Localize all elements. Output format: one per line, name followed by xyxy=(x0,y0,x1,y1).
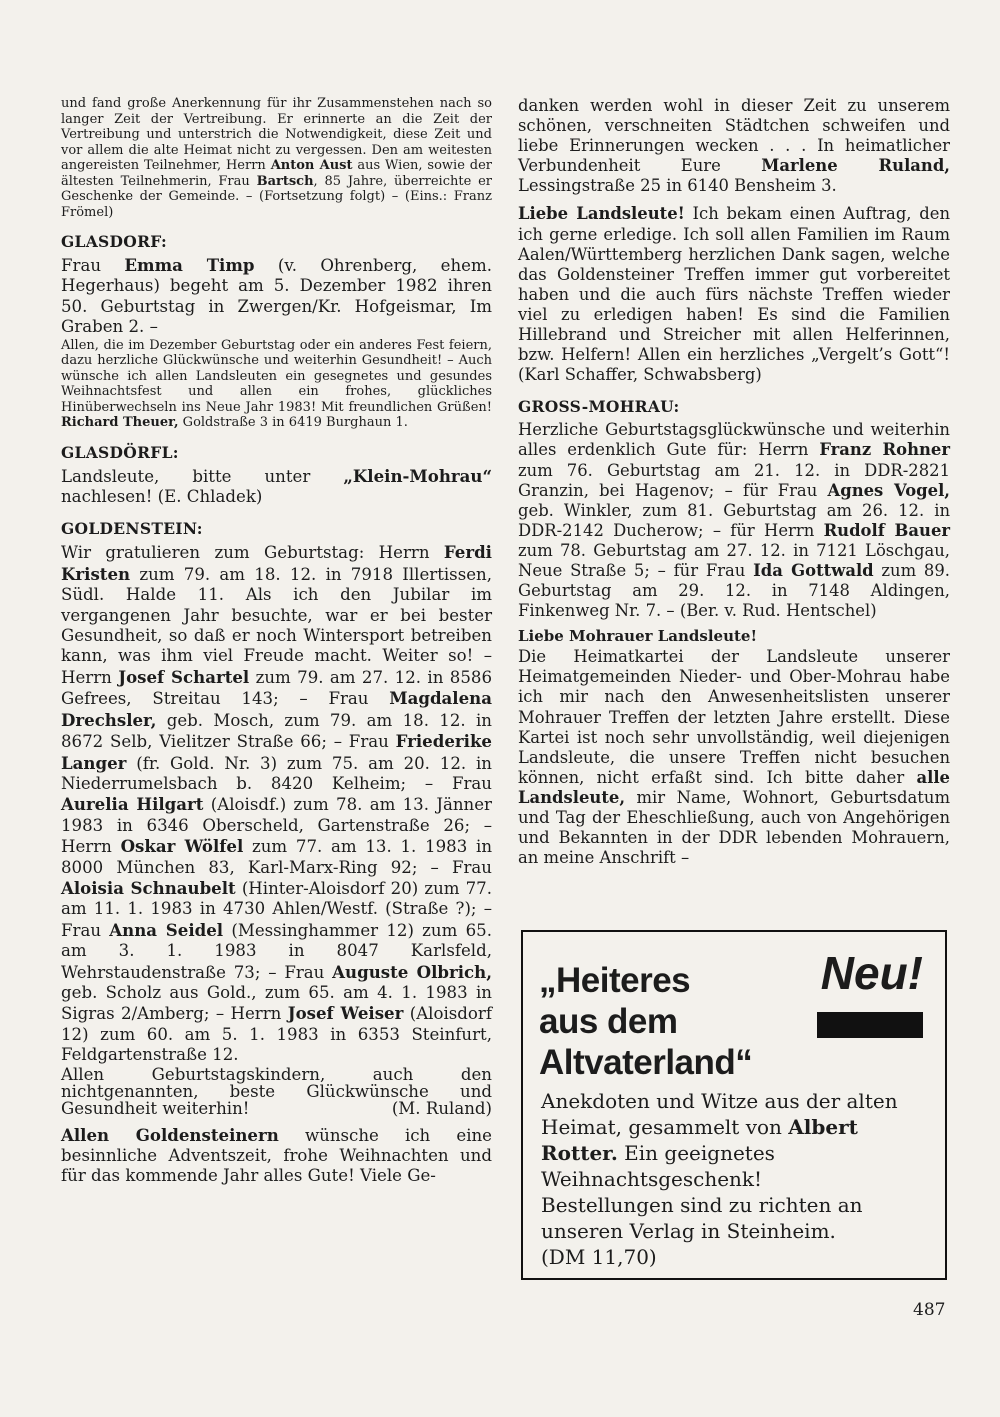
text-segment: (Hinter-Aloisdorf 20) zum 77. am 11. 1. 1983 in 4730 Ahlen/Westf. (Straße ?); – Frau xyxy=(61,878,493,940)
glasdoerfl-paragraph: Landsleute, bitte unter „Klein-Mohrau“ nachlesen! (E. Chladek) xyxy=(61,465,492,507)
text-segment: geb. Scholz aus Gold., zum 65. am 4. 1. 1983 in Sigras 2/Amberg; – Herrn xyxy=(61,982,492,1024)
person-name: Franz Rohner xyxy=(819,440,950,460)
book-advertisement xyxy=(521,930,947,1280)
person-name: Auguste Olbrich, xyxy=(332,961,492,982)
section-heading-gross-mohrau: GROSS-MOHRAU: xyxy=(518,397,680,417)
section-heading-goldenstein: GOLDENSTEIN: xyxy=(61,519,203,539)
text-segment: Herzliche Geburtstagsglückwünsche und weiterhin alles erdenklich Gute für: Herrn xyxy=(518,420,950,460)
person-name: Ferdi Kristen xyxy=(61,542,492,584)
intro-paragraph: und fand große Anerkennung für ihr Zusammenstehen nach so langer Zeit der Vertreibung. Er erinnerte an die Zeit der Vertreibung und unterstrich die Notwendigkeit, diese Zeit und vor allem die alte Heimat nicht zu vergessen. Den am weitesten angereisten Teilnehmer, Herrn Anton Aust aus Wien, sowie der ältesten Teilnehmerin, Frau Bartsch, 85 Jahre, überreichte er Geschenke der Gemeinde. – (Fortsetzung folgt) – (Eins.: Franz Frömel) xyxy=(61,96,492,220)
text-segment: zum 76. Geburtstag am 21. 12. in DDR-2821 Granzin, bei Hagenov; – für Frau xyxy=(518,460,950,500)
text-segment: geb. Winkler, zum 81. Geburtstag am 26. 12. in DDR-2142 Ducherow; – für Herrn xyxy=(518,500,950,540)
text-segment: (fr. Gold. Nr. 3) zum 75. am 20. 12. in Niederrumelsbach b. 8420 Kelheim; – Frau xyxy=(61,753,492,793)
glasdorf-paragraph-2: Allen, die im Dezember Geburtstag oder ein anderes Fest feiern, dazu herzliche Glückwünsche und weiterhin Gesundheit! – Auch wünsche ich allen Landsleuten ein gesegnetes und gesundes Weihnachtsfest und allen ein frohes, glückliches Hinüberwechseln ins Neue Jahr 1983! Mit freundlichen Grüßen! Richard Theuer, Goldstraße 3 in 6419 Burghaun 1. xyxy=(61,337,492,431)
glasdorf-paragraph-1: Frau Emma Timp (v. Ohrenberg, ehem. Hegerhaus) begeht am 5. Dezember 1982 ihren 50. Geburtstag in Zwergen/Kr. Hofgeismar, Im Graben 2. – xyxy=(61,255,492,337)
text-segment: (Aloisdf.) zum 78. am 13. Jänner 1983 in 6346 Oberscheld, Gartenstraße 26; – Herrn xyxy=(61,795,492,857)
person-name: Anna Seidel xyxy=(109,919,224,940)
left-column xyxy=(61,96,492,1187)
text-segment: Wir gratulieren zum Geburtstag: Herrn xyxy=(61,543,444,563)
page-number: 487 xyxy=(913,1300,946,1320)
ad-title: „Heiteres aus dem Altvaterland“ xyxy=(539,961,753,1082)
person-name: Ida Gottwald xyxy=(753,560,874,580)
text-segment: zum 77. am 13. 1. 1983 in 8000 München 83, Karl-Marx-Ring 92; – Frau xyxy=(61,837,493,877)
person-name: Agnes Vogel, xyxy=(827,480,950,500)
goldenstein-paragraph-1 xyxy=(61,542,492,1065)
continuation-paragraph: danken werden wohl in dieser Zeit zu unserem schönen, verschneiten Städtchen schweifen und liebe Erinnerungen wecken . . . In heimatlicher Verbundenheit Eure Marlene Ruland, Lessingstraße 25 in 6140 Bensheim 3. xyxy=(518,96,951,196)
person-name: Aurelia Hilgart xyxy=(61,794,204,815)
person-name: Magdalena Drechsler, xyxy=(61,688,492,730)
ad-new-label: Neu! xyxy=(820,947,923,999)
text-segment: geb. Mosch, zum 79. am 18. 12. in 8672 Selb, Vielitzer Straße 66; – Frau xyxy=(61,710,492,752)
ad-description: Anekdoten und Witze aus der alten Heimat, gesammelt von Albert Rotter. Ein geeignetes Weihnachtsgeschenk! Bestellungen sind zu richten an unseren Verlag in Steinheim. (DM 11,70) xyxy=(541,1089,898,1269)
text-segment: (Messinghammer 12) zum 65. am 3. 1. 1983 in 8047 Karlsfeld, Wehrstaudenstraße 73; – Frau xyxy=(61,920,492,982)
goldenstein-paragraph-2: Allen Geburtstagskindern, auch den nichtgenannten, beste Glückwünsche und Gesundheit weiterhin! (M. Ruland) xyxy=(61,1064,492,1118)
text-segment: (Aloisdorf 12) zum 60. am 5. 1. 1983 in 6353 Steinfurt, Feldgartenstraße 12. xyxy=(61,1004,492,1065)
goldenstein-paragraph-3: Allen Goldensteinern wünsche ich eine besinnliche Adventszeit, frohe Weihnachten und für das kommende Jahr alles Gute! Viele Ge- xyxy=(61,1124,493,1186)
person-name: Josef Weiser xyxy=(287,1003,404,1024)
text-segment: zum 89. Geburtstag am 29. 12. in 7148 Aldingen, Finkenweg Nr. 7. – (Ber. v. Rud. Hentschel) xyxy=(518,560,950,621)
goldenstein-signature: (M. Ruland) xyxy=(391,1098,492,1118)
subheading-mohrauer: Liebe Mohrauer Landsleute! xyxy=(518,627,758,646)
person-name: Josef Schartel xyxy=(118,666,250,687)
person-name: Oskar Wölfel xyxy=(120,836,244,857)
landsleute-paragraph: Liebe Landsleute! Ich bekam einen Auftrag, den ich gerne erledige. Ich soll allen Familien im Raum Aalen/Württemberg herzlichen Dank sagen, welche das Goldensteiner Treffen immer gut vorbereitet haben und die auch fürs nächste Treffen wieder viel zu erledigen haben! Es sind die Familien Hillebrand und Streicher mit allen Helferinnen, bzw. Helfern! Allen ein herzliches „Vergelt’s Gott“! (Karl Schaffer, Schwabsberg) xyxy=(518,204,951,385)
section-heading-glasdoerfl: GLASDÖRFL: xyxy=(61,442,179,462)
person-name: Friederike Langer xyxy=(61,731,492,773)
gross-mohrau-paragraph-2: Die Heimatkartei der Landsleute unserer Heimatgemeinden Nieder- und Ober-Mohrau habe ich mir nach den Anwesenheitslisten unserer Mohrauer Treffen der letzten Jahre erstellt. Diese Kartei ist noch sehr unvollständig, weil diejenigen Landsleute, die unsere Treffen nicht besuchen können, nicht erfaßt sind. Ich bitte daher alle Landsleute, mir Name, Wohnort, Geburtsdatum und Tag der Eheschließung, auch von Angehörigen und Bekannten in der DDR lebenden Mohrauern, an meine Anschrift – xyxy=(518,647,950,868)
text-segment: zum 78. Geburtstag am 27. 12. in 7121 Löschgau, Neue Straße 5; – für Frau xyxy=(518,540,950,580)
person-name: Aloisia Schnaubelt xyxy=(61,877,236,898)
right-column xyxy=(518,96,950,868)
text-segment: zum 79. am 18. 12. in 7918 Illertissen, Südl. Halde 11. Als ich den Jubilar im vergangenen Jahr besuchte, war er bei bester Gesundheit, so daß er noch Wintersport betreiben kann, was ihm viel Freude macht. Weiter so! – Herrn xyxy=(61,564,492,687)
gross-mohrau-paragraph-1 xyxy=(518,420,950,621)
text-segment: zum 79. am 27. 12. in 8586 Gefrees, Streitau 143; – Frau xyxy=(61,667,493,709)
ad-black-bar xyxy=(817,1012,923,1038)
section-heading-glasdorf: GLASDORF: xyxy=(61,232,168,251)
person-name: Rudolf Bauer xyxy=(823,520,951,540)
